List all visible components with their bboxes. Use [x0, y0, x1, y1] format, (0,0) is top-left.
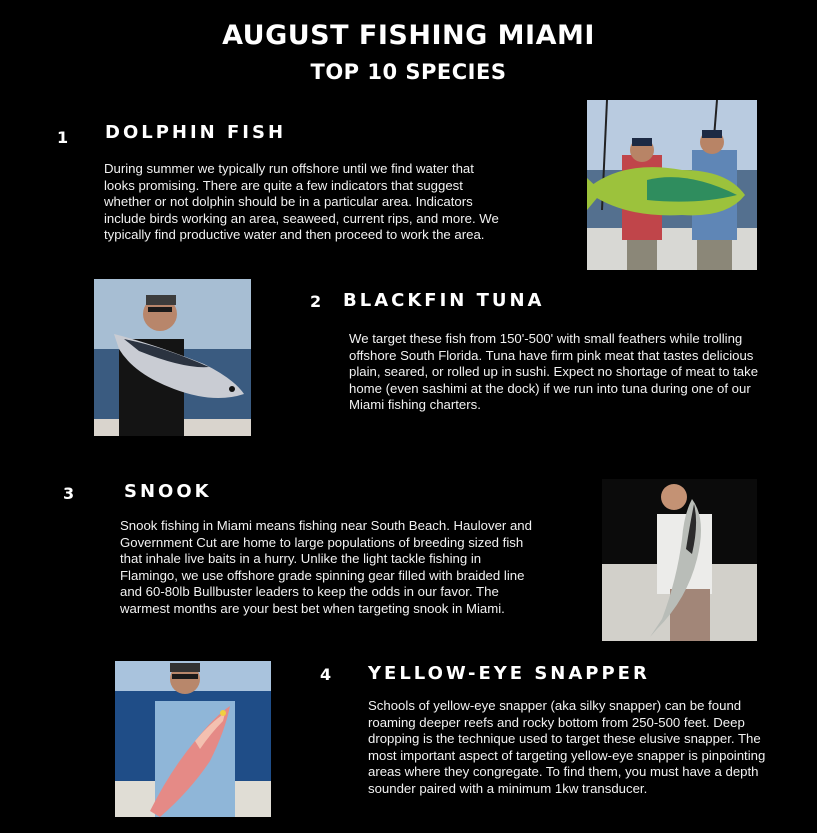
species-heading-1: DOLPHIN FISH	[105, 122, 287, 143]
species-number-3: 3	[63, 484, 75, 503]
species-number-4: 4	[320, 665, 332, 684]
species-heading-3: SNOOK	[124, 481, 212, 502]
species-number-2: 2	[310, 292, 322, 311]
species-description-1: During summer we typically run offshore until we find water that looks promising. There are quite a few indicators that suggest whether or not dolphin should be in a particular area. Indicators include birds working an area, seaweed, current rips, and more. We typically find productive water and then proceed to work the area.	[104, 161, 499, 243]
page-subtitle: TOP 10 SPECIES	[310, 60, 507, 84]
species-number-1: 1	[57, 128, 69, 147]
yellow-eye-snapper-photo	[115, 661, 271, 817]
snook-photo	[602, 479, 757, 641]
page-title: AUGUST FISHING MIAMI	[222, 20, 595, 51]
dolphin-fish-photo	[587, 100, 757, 270]
species-description-4: Schools of yellow-eye snapper (aka silky snapper) can be found roaming deeper reefs and rocky bottom from 250-500 feet. Deep dropping is the technique used to target these elusive snapper. The most important aspect of targeting yellow-eye snapper is pinpointing areas where they congregate. To find them, you must have a depth sounder paired with a minimum 1kw transducer.	[368, 698, 766, 796]
species-description-3: Snook fishing in Miami means fishing near South Beach. Haulover and Government Cut are home to large populations of breeding sized fish that inhale live baits in a hurry. Unlike the light tackle fishing in Flamingo, we use offshore grade spinning gear filled with braided line and 60-80lb Bullbuster leaders to keep the odds in our favor. The warmest months are your best bet when targeting snook in Miami.	[120, 518, 532, 616]
blackfin-tuna-photo	[94, 279, 251, 436]
species-heading-2: BLACKFIN TUNA	[343, 290, 545, 311]
species-heading-4: YELLOW-EYE SNAPPER	[368, 663, 650, 684]
species-description-2: We target these fish from 150'-500' with small feathers while trolling offshore South Florida. Tuna have firm pink meat that tastes delicious plain, seared, or rolled up in sushi. Expect no shortage of meat to take home (even sashimi at the dock) if we run into tuna during one of our Miami fishing charters.	[349, 331, 759, 413]
